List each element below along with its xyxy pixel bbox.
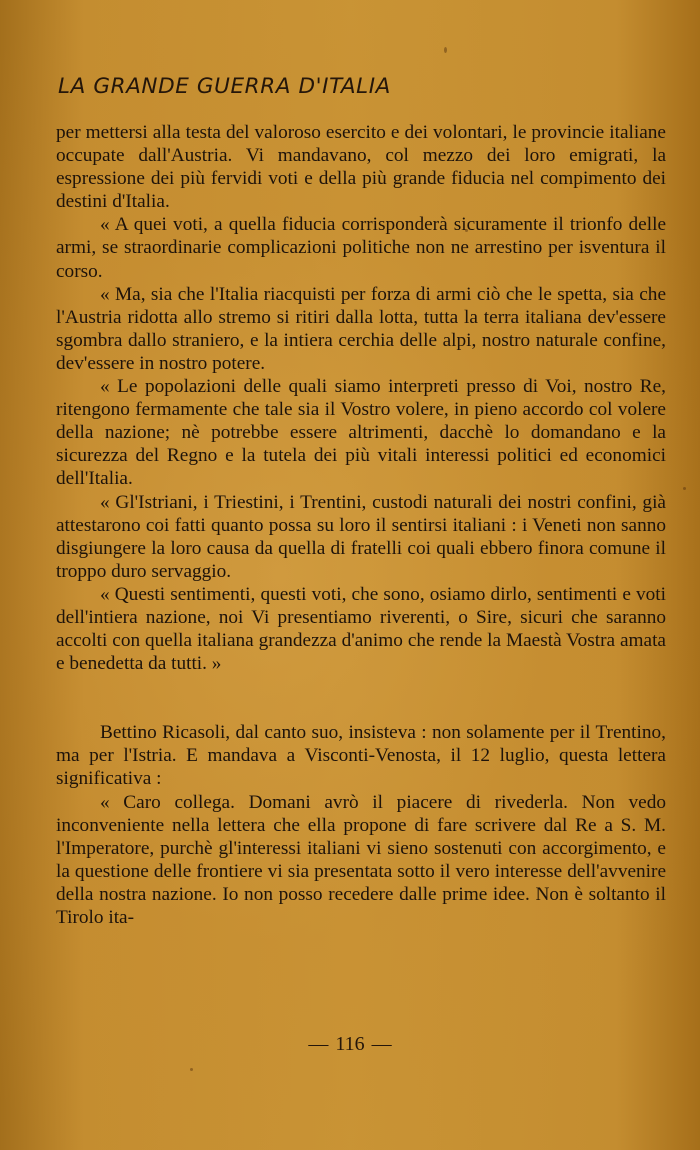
section-gap [56,675,666,721]
paragraph-2: « A quei voti, a quella fiducia corrisponderà sicuramente il trionfo delle armi, se straordinarie complicazioni politiche non ne arrestino per isventura il corso. [56,214,666,282]
body-text [56,121,666,929]
paragraph-1: per mettersi alla testa del valoroso esercito e dei volontari, le provincie italiane occupate dall'Austria. Vi mandavano, col mezzo dei loro emigrati, la espressione dei più fervidi voti e della più grande fiducia nel compimento dei destini d'Italia. [56,122,666,213]
paper-speck [683,487,686,490]
paragraph-6: « Questi sentimenti, questi voti, che sono, osiamo dirlo, sentimenti e voti dell'intiera nazione, noi Vi presentiamo riverenti, o Sire, sicuri che saranno accolti con quella italiana grandezza d'animo che rende la Maestà Vostra amata e benedetta da tutti. » [56,583,666,675]
page-number: — 116 — [308,1033,392,1055]
paper-speck [190,1068,193,1071]
paper-speck [465,229,468,232]
paragraph-8: « Caro collega. Domani avrò il piacere di rivederla. Non vedo inconveniente nella lettera che ella propone di fare scrivere dal Re a S. M. l'Imperatore, purchè gl'interessi italiani vi sieno sostenuti con accorgimento, e la questione delle frontiere vi sia presentata sotto il vero interesse dell'avvenire della nostra nazione. Io non posso recedere dalle prime idee. Non è soltanto il Tirolo ita- [56,791,666,928]
paper-speck [444,47,447,53]
paragraph-5: « Gl'Istriani, i Triestini, i Trentini, custodi naturali dei nostri confini, già attestarono coi fatti quanto possa su loro il sentirsi italiani : i Veneti non sanno disgiungere la loro causa da quella di fratelli coi quali ebbero finora comune il troppo duro servaggio. [56,491,666,582]
running-head: LA GRANDE GUERRA D'ITALIA [58,74,391,99]
paragraph-3: « Ma, sia che l'Italia riacquisti per forza di armi ciò che le spetta, sia che l'Austria ridotta allo stremo si ritiri dalla lotta, tutta la terra italiana dev'essere sgombra dallo straniero, e la intiera cerchia delle alpi, nostro naturale confine, dev'essere in nostro potere. [56,283,666,374]
paragraph-7: Bettino Ricasoli, dal canto suo, insisteva : non solamente per il Trentino, ma per l'Istria. E mandava a Visconti-Venosta, il 12 luglio, questa lettera significativa : [56,722,666,790]
paragraph-4: « Le popolazioni delle quali siamo interpreti presso di Voi, nostro Re, ritengono fermamente che tale sia il Vostro volere, in pieno accordo col volere della nazione; nè potrebbe essere altrimenti, dacchè lo domandano e la sicurezza del Regno e la tutela dei più vitali interessi politici ed economici dell'Italia. [56,376,666,490]
